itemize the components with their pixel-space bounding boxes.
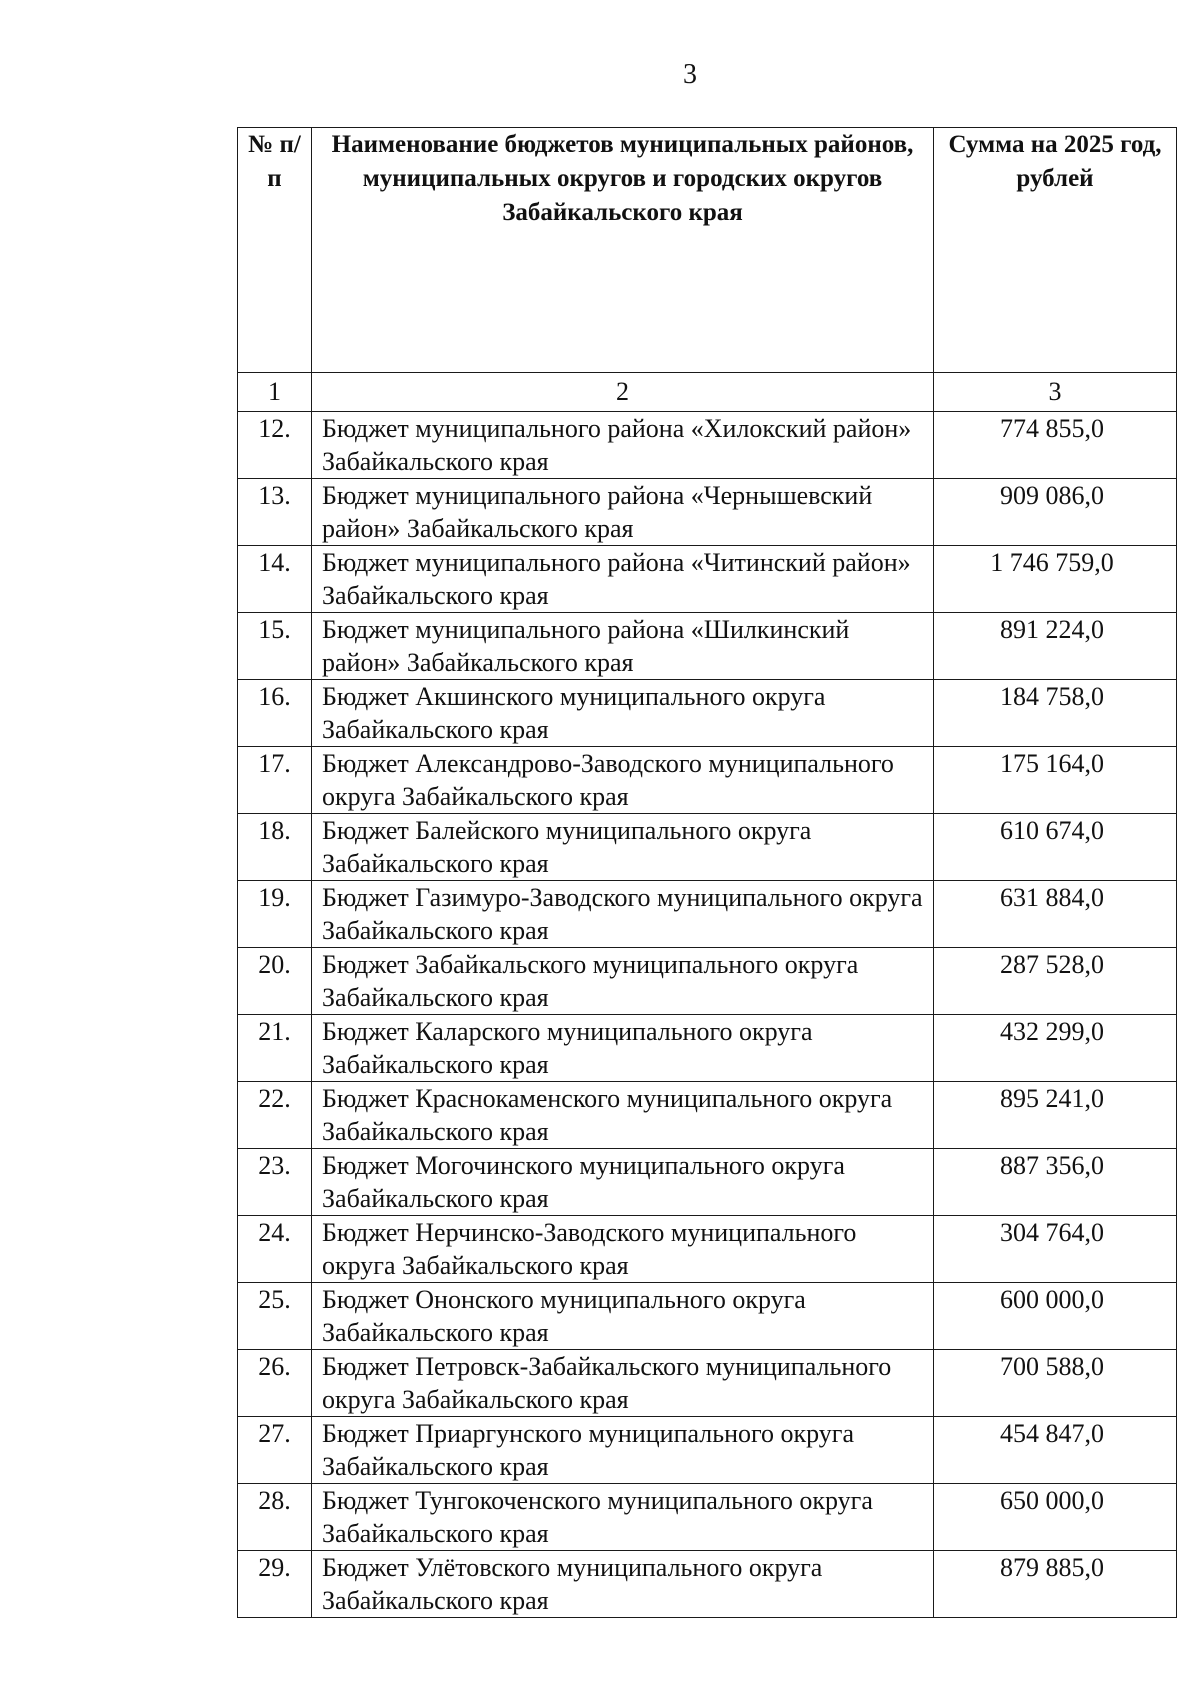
budget-amount: 891 224,0: [934, 613, 1177, 680]
budget-amount: 454 847,0: [934, 1417, 1177, 1484]
row-number: 28.: [238, 1484, 312, 1551]
table-row: [238, 479, 1177, 546]
row-number: 22.: [238, 1082, 312, 1149]
column-index-row: [238, 373, 1177, 412]
budget-name: Бюджет Газимуро-Заводского муниципального округа Забайкальского края: [312, 881, 934, 948]
table-row: [238, 1283, 1177, 1350]
column-index-1: 1: [238, 373, 312, 412]
table-row: [238, 1417, 1177, 1484]
column-index-3: 3: [934, 373, 1177, 412]
budget-name: Бюджет Ононского муниципального округа Забайкальского края: [312, 1283, 934, 1350]
row-number: 27.: [238, 1417, 312, 1484]
budget-amount: 879 885,0: [934, 1551, 1177, 1618]
header-number-column: [238, 128, 312, 373]
row-number: 25.: [238, 1283, 312, 1350]
header-name-label: Наименование бюджетов муниципальных районов, муниципальных округов и городских округов Забайкальского края: [331, 131, 914, 226]
row-number: 16.: [238, 680, 312, 747]
budget-name: Бюджет муниципального района «Хилокский район» Забайкальского края: [312, 412, 934, 479]
budget-name: Бюджет Приаргунского муниципального округа Забайкальского края: [312, 1417, 934, 1484]
row-number: 23.: [238, 1149, 312, 1216]
budget-amount: 700 588,0: [934, 1350, 1177, 1417]
budget-name: Бюджет Петровск-Забайкальского муниципального округа Забайкальского края: [312, 1350, 934, 1417]
table-row: [238, 1082, 1177, 1149]
budget-amount: 887 356,0: [934, 1149, 1177, 1216]
header-sum-label: Сумма на 2025 год, рублей: [948, 131, 1162, 192]
row-number: 21.: [238, 1015, 312, 1082]
budget-name: Бюджет муниципального района «Чернышевский район» Забайкальского края: [312, 479, 934, 546]
row-number: 13.: [238, 479, 312, 546]
table-row: [238, 412, 1177, 479]
budget-name: Бюджет Улётовского муниципального округа Забайкальского края: [312, 1551, 934, 1618]
budget-amount: 184 758,0: [934, 680, 1177, 747]
table-row: [238, 1484, 1177, 1551]
budget-amount: 631 884,0: [934, 881, 1177, 948]
budget-amount: 909 086,0: [934, 479, 1177, 546]
budget-amount: 304 764,0: [934, 1216, 1177, 1283]
table-row: [238, 814, 1177, 881]
table-body: [238, 412, 1177, 1618]
budget-name: Бюджет Акшинского муниципального округа Забайкальского края: [312, 680, 934, 747]
budget-name: Бюджет Забайкальского муниципального округа Забайкальского края: [312, 948, 934, 1015]
table-row: [238, 546, 1177, 613]
table-header-row: [238, 128, 1177, 373]
budget-amount: 895 241,0: [934, 1082, 1177, 1149]
budget-name: Бюджет Балейского муниципального округа Забайкальского края: [312, 814, 934, 881]
column-index-2: 2: [312, 373, 934, 412]
table-row: [238, 948, 1177, 1015]
row-number: 12.: [238, 412, 312, 479]
budget-amount: 650 000,0: [934, 1484, 1177, 1551]
budget-name: Бюджет Могочинского муниципального округа Забайкальского края: [312, 1149, 934, 1216]
budget-amount: 432 299,0: [934, 1015, 1177, 1082]
budget-name: Бюджет муниципального района «Шилкинский район» Забайкальского края: [312, 613, 934, 680]
table-row: [238, 747, 1177, 814]
row-number: 19.: [238, 881, 312, 948]
row-number: 17.: [238, 747, 312, 814]
budget-amount: 610 674,0: [934, 814, 1177, 881]
budget-table: [237, 127, 1177, 1618]
row-number: 14.: [238, 546, 312, 613]
row-number: 24.: [238, 1216, 312, 1283]
header-sum-column: [934, 128, 1177, 373]
budget-name: Бюджет Каларского муниципального округа Забайкальского края: [312, 1015, 934, 1082]
table-row: [238, 1551, 1177, 1618]
budget-amount: 287 528,0: [934, 948, 1177, 1015]
row-number: 29.: [238, 1551, 312, 1618]
budget-amount: 175 164,0: [934, 747, 1177, 814]
table-row: [238, 1216, 1177, 1283]
budget-amount: 1 746 759,0: [934, 546, 1177, 613]
table-row: [238, 1149, 1177, 1216]
table-row: [238, 1015, 1177, 1082]
budget-name: Бюджет муниципального района «Читинский район» Забайкальского края: [312, 546, 934, 613]
budget-amount: 600 000,0: [934, 1283, 1177, 1350]
header-name-column: [312, 128, 934, 373]
table-row: [238, 881, 1177, 948]
row-number: 18.: [238, 814, 312, 881]
row-number: 20.: [238, 948, 312, 1015]
row-number: 15.: [238, 613, 312, 680]
budget-name: Бюджет Краснокаменского муниципального округа Забайкальского края: [312, 1082, 934, 1149]
header-number-label: № п/п: [248, 131, 301, 192]
row-number: 26.: [238, 1350, 312, 1417]
budget-name: Бюджет Тунгокоченского муниципального округа Забайкальского края: [312, 1484, 934, 1551]
budget-name: Бюджет Александрово-Заводского муниципального округа Забайкальского края: [312, 747, 934, 814]
budget-amount: 774 855,0: [934, 412, 1177, 479]
table-row: [238, 613, 1177, 680]
table-row: [238, 680, 1177, 747]
budget-name: Бюджет Нерчинско-Заводского муниципального округа Забайкальского края: [312, 1216, 934, 1283]
table-row: [238, 1350, 1177, 1417]
page-number: 3: [683, 59, 697, 90]
